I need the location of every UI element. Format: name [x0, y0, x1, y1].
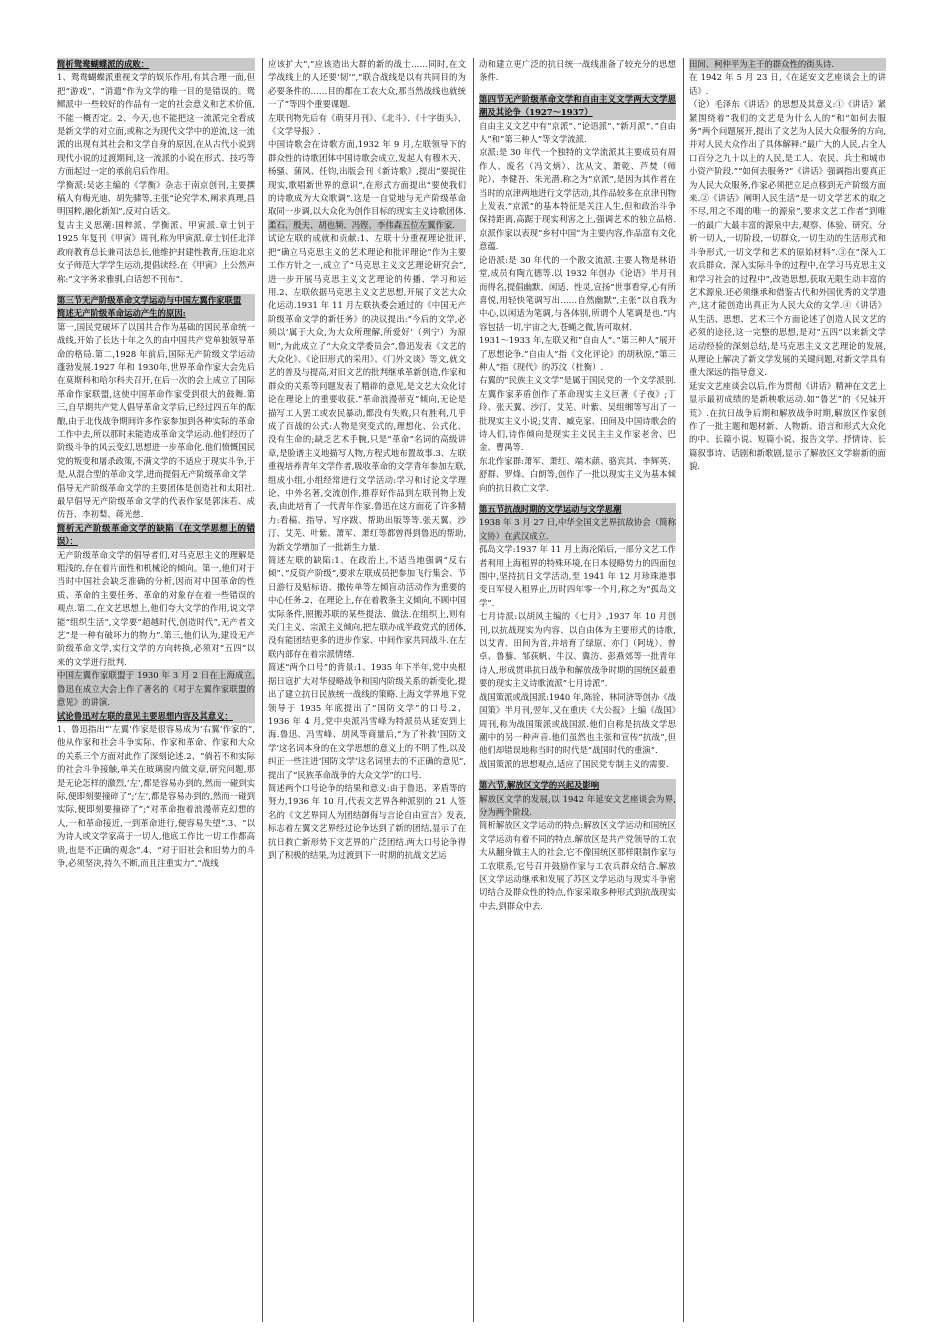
paragraph: 简述“两个口号”的背景:1、1935 年下半年,党中央根据日寇扩大对华侵略战争和国内阶级关系的新变化,提出了建立抗日民族统一战线的策略.上海文学界地下党领导于 1935 年底提出了“国防文学”的口号.2、1936 年 4 月,党中央派冯雪峰为特派员从延安到上海.鲁迅、冯雪峰、胡风等商量后,“为了补救‘国防文学’这名词本身的在文学思想的意义上的不明了性,以及纠正一些注进‘国防文学’这名词里去的不正确的意见”,提出了“民族革命战争的大众文学”的口号.: [268, 662, 466, 780]
text-column-1: [57, 58, 255, 1324]
paragraph: 复古主义思潮:国粹派、学衡派、甲寅派.章士钊于 1925 年复刊《甲寅》周刊,称为甲寅派.章士钊任北洋政府教育总长兼司法总长,他维护封建性教育,压迫北京女子师范大学学生运动,提倡读经.在《甲寅》上公然声称:“文字务求雅驯,白话恕不刊布”.: [57, 219, 255, 284]
paragraph: 应该扩大”,“应该造出大群的新的战士……同时,在文学战线上的人还要‘韧’”,“联合战线是以有共同目的为必要条件的……目的都在工农大众,那当然战线也就统一了”等四个重要课题.: [268, 59, 466, 110]
paragraph: 在 1942 年 5 月 23 日,《在延安文艺座谈会上的讲话》.: [689, 72, 886, 96]
paragraph: 倡导无产阶级革命文学的主要团体是创造社和太阳社.最早倡导无产阶级革命文学的代表作家是郭沫若、成仿吾、李初梨、蒋光慈.: [57, 482, 255, 520]
paragraph: 东北作家群:萧军、萧红、端木蕻、骆宾其、李辉英、舒群、罗烽、白朗等,创作了一批以现实主义为基本倾向的抗日救亡文学.: [479, 455, 676, 493]
paragraph: 左联刊物先后有《萌芽月刊》、《北斗》、《十字街头》、《文学导报》.: [268, 112, 466, 137]
paragraph: 战国策派的思想观点,适应了国民党专制主义的需要.: [479, 758, 669, 769]
column-divider: [473, 58, 474, 1322]
paragraph: 1、鲁迅指出“‘左翼’作家是很容易成为‘右翼’作家的”,他从作家和社会斗争实际、作家和革命、作家和大众的关系三个方面对此作了深刻论述.2、“倘若不和实际的社会斗争接触,单关在玻璃窗内做文章,研究问题,那是无论怎样的激烈,‘左’,都是容易办到的,然而一碰到实际,便即刻要撞碎了”;‘左’,都是容易办到的,然而一碰到实际,便即刻要撞碎了”;“对革命抱着浪漫蒂克幻想的人,一和革命接近,一到革命进行,便容易失望”.3、“以为诗人或文学家高于一切人,他底工作比一切工作都高贵,也是不正确的观念”.4、“对于旧社会和旧势力的斗争,必须坚决,持久不断,而且注重实力”,“战线: [57, 723, 255, 868]
paragraph: 动和建立更广泛的抗日统一战线准备了较充分的思想条件.: [479, 59, 676, 83]
paragraph: 中国诗歌会在诗歌方面,1932 年 9 月,左联领导下的群众性的诗歌团体中国诗歌会成立,发起人有穆木天、杨骚、蒲风、任钧,出版会刊《新诗歌》,提出“要捉住现实,歌唱新世界的意识”,在形式方面提出“要使我们的诗歌成为大众歌调”.这是一自觉地与无产阶级革命取同一步调,以大众化为创作目标的现实主义诗歌团体.: [268, 139, 466, 217]
paragraph: 简析解放区文学运动的特点:解放区文学运动和国统区文学运动有着不同的特点.解放区是共产党领导的工农大从翻身做主人的社会,它不像国统区那样限制作家与工农联系,它号召并鼓励作家与工农兵群众结合.解放区文学运动继承和发展了苏区文学运动与现实斗争密切结合及群众性的特点,作家采取多种形式到抗战现实中去,到群众中去.: [479, 820, 676, 911]
paragraph: 京派:是 30 年代一个独特的文学流派其主要成员有周作人、废名（冯文炳）、沈从文、萧乾、芦焚（师陀）、李健吾、朱光潜.称之为”京派”,是因为其作者在当时的京津两地进行文学活动,其作品较多在京津刊物上发表.”京派”的基本特征是关注人生,但和政治斗争保持距离,高踞于现实利害之上,强调艺术的独立品格.京派作家以表现”乡村中国”为主要内容,作品富有文化意蕴.: [479, 147, 676, 252]
paragraph: 论语派:是 30 年代的一个散文流派.主要人物是林语堂,成员有陶亢德等.以 1932 年创办《论语》半月刊而得名,提倡幽默、闲适、性灵,宣扬”世事看穿,心有所喜悦,用轻快笔调写出……自然幽默”,主张”以自我为中心,以闲适为笔调,与各体别,所谓个人笔调是也.”内容包括一切,宇宙之大,苍蝇之微,皆可取材.: [479, 254, 676, 332]
section-heading: 第六节,解放区文学的兴起及影响: [479, 779, 676, 792]
paragraph: 中国左翼作家联盟于 1930 年 3 月 2 日在上海成立,鲁迅在成立大会上作了著名的《对于左翼作家联盟的意见》的讲演.: [57, 669, 255, 709]
section-heading: 简述无产阶级革命运动产生的原因:: [57, 307, 255, 320]
paragraph: 七月诗派:以胡风主编的《七月》,1937 年 10 月创刊,以抗战现实为内容、以自由体为主要形式的诗歌,以艾青、田间为首,并培育了绿原、亦门（阿垅）、曾卓、鲁藜、邹荻帆、牛汉、冀汸、彭燕郊等一批青年诗人,形成贯串抗日战争和解放战争时期的国统区最重要的现实主义诗歌流派”七月诗派”.: [479, 611, 676, 689]
paragraph: 孤岛文学:1937 年 11 月上海沦陷后,一部分文艺工作者利用上海租界的特殊环境,在日本侵略势力的四面包围中,坚持抗日文学活动,至 1941 年 12 月珍珠港事变日军侵入租界止,历时四年零一个月,称之为”孤岛文学”.: [479, 544, 676, 608]
paragraph: 无产阶级革命文学的倡导者们,对马克思主义的理解是粗浅的,存在着片面性和机械论的倾向。第一,他们对于当时中国社会缺乏准确的分析,因而对中国革命的性质、革命的主要任务、革命的对象存在着一些错误的观点.第二,在文艺思想上,他们夸大文学的作用,说文学能“组织生活”,文学要“超越时代,创造时代”,无产者文艺”是一种有破坏力的物力”.第三,他们认为,建设无产阶级革命文学,实行文学的方向转换,必须对“五四”以来的文学进行批判.: [57, 549, 255, 667]
paragraph: 延安文艺座谈会以后,作为贯彻《讲话》精神在文艺上显示最初成绩的是新秧歌运动.如”鲁艺”的《兄妹开荒》.在抗日战争后期和解放战争时期,解放区作家创作了一批主题和题材新、人物新、语言和形式大众化的中、长篇小说、短篇小说、报告文学、抒情诗、长篇叙事诗、话剧和新歌剧,显示了解放区文学崭新的面貌.: [689, 380, 886, 472]
paragraph: 试论左联的成就和贡献:1、左联十分重视理论批评,把“确立马克思主义的艺术理论和批评理论”作为主要工作方针之一,成立了“马克思主义文艺理论研究会”,进一步开展马克思主义文艺理论的传播、学习和运用.2、左联依据马克思主义文艺思想,开展了文艺大众化运动.1931 年 11 月左联执委会通过的《中国无产阶级革命文学的新任务》的决议提出:“今后的文学,必须以‘属于大众,为大众所理解,所爱好’（列宁）为原则”,为此成立了“大众文学委员会”,鲁迅发表《文艺的大众化》、《论旧形式的采用》、《门外文谈》等文,就文艺的普及与提高,对旧文艺的批判继承革新创造,作家和群众的关系等问题发表了精辟的意见,是文艺大众化讨论在理论上的重要收获.”革命浪漫蒂克”倾向,无论是描写工人罢工或农民暴动,都没有失败,只有胜利,几乎成了百战的公式:人物是突变式的,理想化、公式化、没有生命的;缺乏艺术手腕,只是”革命”名词的高级讲章,是脸谱主义地描写人物,方程式地布置故事.3、左联重视培养青年文学作者,吸收革命的文学青年参加左联,组成小组,小组经常进行文学活动:学习和讨论文学理论、中外名著,交流创作,推荐好作品到左联刊物上发表,由此培育了一代青年作家.鲁迅在这方面花了许多精力:看稿、指导、写序跋、帮助出版等等.张天翼、沙汀、艾芜、叶紫、萧军、萧红等都曾得到鲁迅的帮助,为新文学增加了一批新生力量.: [268, 233, 466, 552]
text-column-2: [268, 58, 466, 1324]
section-heading: 简析鸳鸯蝴蝶派的成败：: [57, 58, 255, 71]
paragraph: 简述左联的缺陷:1、在政治上,不适当地强调”反右倾”、”反资产阶级”,要求左联成员把参加飞行集会、节日游行及贴标语、撒传单等左倾盲动活动作为重要的中心任务.2、在理论上,存在着教条主义倾向,不顾中国实际条件,照搬苏联的某些提法、做法.在组织上,则有关门主义、宗派主义倾向,把左联办成半政党式的团体,没有能团结更多的进步作家、中间作家共同战斗.在左联内部存在着宗派情绪.: [268, 555, 466, 659]
paragraph: 田间、柯仲平为主干的群众性的街头诗.: [689, 58, 886, 71]
paragraph: 右翼的”民族主义文学”是属于国民党的一个文学派别.左翼作家茅盾创作了革命现实主义巨著《子夜》;丁玲、张天翼、沙汀、艾芜、叶紫、吴组缃等写出了一批现实主义小说;艾青、臧克家、田间及中国诗歌会的诗人们,诗作倾向是现实主义民主主义作家老舍、巴金、曹禺等.: [479, 375, 676, 453]
paragraph: 1、鸳鸯蝴蝶派重视文学的娱乐作用,有其合理一面,但把“游戏”、“消遣”作为文学的唯一目的是错误的。鸳鳏派中一些较好的作品有一定的社会意义和艺术价值,不能一概否定。2、今天,也不能把这一流派完全看成是新文学的对立面,或称之为现代文学中的逆流,这一流派的出现有其社会和文学自身的原因,在从古代小说到现代小说的过渡期间,这一流派的小说在形式、技巧等方面起过一定的承前启后作用。: [57, 72, 255, 177]
paragraph: 学衡派:吴宓主编的《学衡》杂志于南京创刊,主要撰稿人有梅光迪、胡先骕等,主张“论究学术,阐求真理,昌明国粹,融化新知”,反对白话文。: [57, 179, 255, 217]
paragraph: 自由主义文艺中有”京派”、”论语派”、”新月派”、”自由人”和”第三种人”等文学流派.: [479, 120, 676, 145]
paragraph: 简述两个口号论争的结果和意义:由于鲁迅、茅盾等的努力,1936 年 10 月,代表文艺界各种派别的 21 人签名的《文艺界同人为团结御侮与言论自由宣言》发表,标志着左翼文艺界经过论争达到了新的团结,显示了在抗日救亡新形势下文艺界的广泛团结.两大口号论争得到了积极的结果,为过渡到下一时期的抗战文艺运: [268, 782, 466, 860]
text-column-3: [479, 58, 676, 1324]
paragraph: 解放区文学的发展,以 1942 年延安文艺座谈会为界,分为两个阶段.: [479, 793, 676, 820]
section-heading: 第五节抗战时期的文学运动与文学思潮: [479, 503, 676, 516]
paragraph: 1938 年 3 月 27 日,中华全国文艺界抗敌协会（简称文协）在武汉成立.: [479, 516, 676, 543]
section-heading: 第三节无产阶级革命文学运动与中国左翼作家联盟: [57, 294, 255, 307]
section-heading: 第四节无产阶级革命文学和自由主义文学两大文学思潮及其论争（1927～1937）: [479, 93, 676, 120]
paragraph: 柔石、殷夫、胡也频、冯铿、李伟森五位左翼作家.: [268, 219, 466, 232]
paragraph: 第一,国民党破坏了以国共合作为基础的国民革命统一战线,开始了长达十年之久的由中国共产党单独领导革命的格局.第二,1928 年前后,国际无产阶级文学运动蓬勃发展.1927 年和 1930年,世界革命作家大会先后在莫斯科和哈尔科夫召开,在后一次的会上成立了国际革命作家联盟,这使中国革命作家受到很大的鼓舞.第三,自早期共产党人倡导革命文学后,已经过四五年的酝酿,由于北伐战争期间许多作家参加到各种实际的革命工作中去,所以那时未能造成革命文学运动.他们经历了阶级斗争的风云变幻,思想进一步革命化.他们愤慨国民党的叛变和屠杀政策,不满文学的不适应于现实斗争,于是,从混合型的革命文学,进而提倡无产阶级革命文学: [57, 321, 255, 480]
paragraph: （论）毛泽东《讲话》的思想及其意义:①《讲话》紧紧围绕着”我们的文艺是为什么人的”和”如何去服务”两个问题展开,提出了文艺为人民大众服务的方向,并对人民大众作出了具体解释:”最广大的人民,占全人口百分之九十以上的人民,是工人、农民、兵士和城市小资产阶段.”“如何去服务?”《讲话》强调指出要真正为人民大众服务,作家必须把立足点移到无产阶级方面来.②《讲话》阐明人民生活”是一切文学艺术的取之不尽,用之不竭的唯一的源泉”,要求文艺工作者”到唯一的最广大最丰富的源泉中去,观察、体验、研究、分析一切人,一切阶段,一切群众,一切生动的生活形式和斗争形式,一切文学和艺术的原始材料”.③在”深入工农兵群众、深入实际斗争的过程中,在学习马克思主义和学习社会的过程中”,改造思想,获取无限生动丰富的艺术源泉.还必须继承和借鉴古代和外国优秀的文学遗产,这才能创造出真正为人民大众的文学.④《讲话》从生活、思想、艺术三个方面论述了创造人民文艺的必须的途径,这一完整的思想,是对”五四”以来新文学运动经验的深刻总结,是马克思主义文艺理论的发展,从理论上解决了新文学发展的关键问题,对新文学具有重大深远的指导意义.: [689, 99, 886, 378]
text-column-4: [689, 58, 886, 1324]
column-divider: [683, 58, 684, 1322]
paragraph: 1931～1933 年,左联又和”自由人”、”第三种人”展开了思想论争.”自由人”指《文化评论》的胡秋原,”第三种人”指《现代》的苏汶（杜衡）.: [479, 335, 676, 372]
column-divider: [262, 58, 263, 1322]
section-heading: 简析无产阶级革命文学的缺陷（在文学思想上的错误）：: [57, 522, 255, 549]
paragraph: 战国策派或战国派:1940 年,陈铨、林同济等创办《战国策》半月刊,翌年,又在重庆《大公报》上编《战国》周刊,称为战国策派或战国派.他们自称是抗战文学思潮中的另一种声音.他们虽然也主张和宣传”抗战”,但他们却错误地称当时的时代是”战国时代的重演”.: [479, 691, 676, 756]
section-heading: 试论鲁迅对左联的意见主要思想内容及其意义：: [57, 710, 255, 723]
